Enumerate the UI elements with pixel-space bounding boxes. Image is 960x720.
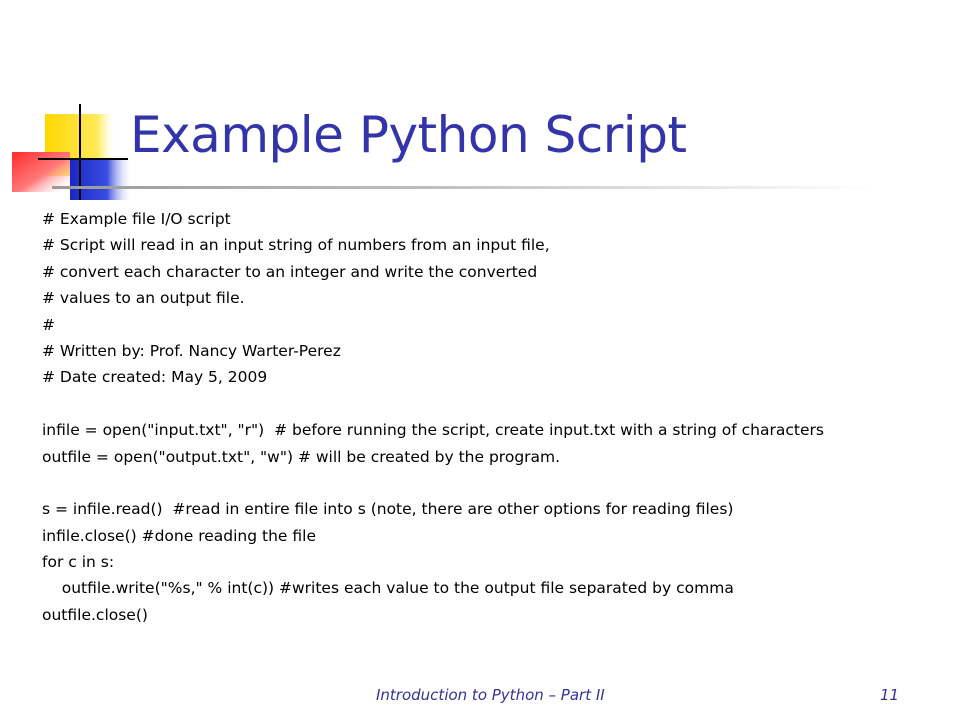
- code-line: # Script will read in an input string of numbers from an input file,: [42, 236, 550, 255]
- code-line: for c in s:: [42, 553, 115, 572]
- code-line: outfile = open("output.txt", "w") # will be created by the program.: [42, 447, 561, 466]
- code-line: outfile.close(): [42, 605, 148, 624]
- code-line: infile = open("input.txt", "r") # before running the script, create input.txt with a string of characters: [42, 421, 824, 440]
- code-line: # convert each character to an integer and write the converted: [42, 262, 538, 281]
- page-number: 11: [880, 686, 900, 704]
- slide-title: Example Python Script: [130, 106, 687, 164]
- code-line: [42, 391, 942, 417]
- code-line: [42, 470, 942, 496]
- code-line: # Example file I/O script: [42, 210, 231, 228]
- code-line: # Date created: May 5, 2009: [42, 368, 268, 387]
- code-block: [42, 206, 942, 628]
- footer-label: Introduction to Python – Part II: [376, 686, 605, 704]
- code-line: # values to an output file.: [42, 289, 245, 308]
- code-line: # Written by: Prof. Nancy Warter-Perez: [42, 341, 341, 360]
- code-line: outfile.write("%s," % int(c)) #writes each value to the output file separated by comma: [42, 579, 734, 598]
- code-line: infile.close() #done reading the file: [42, 526, 316, 545]
- code-line: s = infile.read() #read in entire file into s (note, there are other options for reading files): [42, 500, 734, 519]
- code-line: #: [42, 315, 55, 334]
- title-divider: [52, 186, 872, 189]
